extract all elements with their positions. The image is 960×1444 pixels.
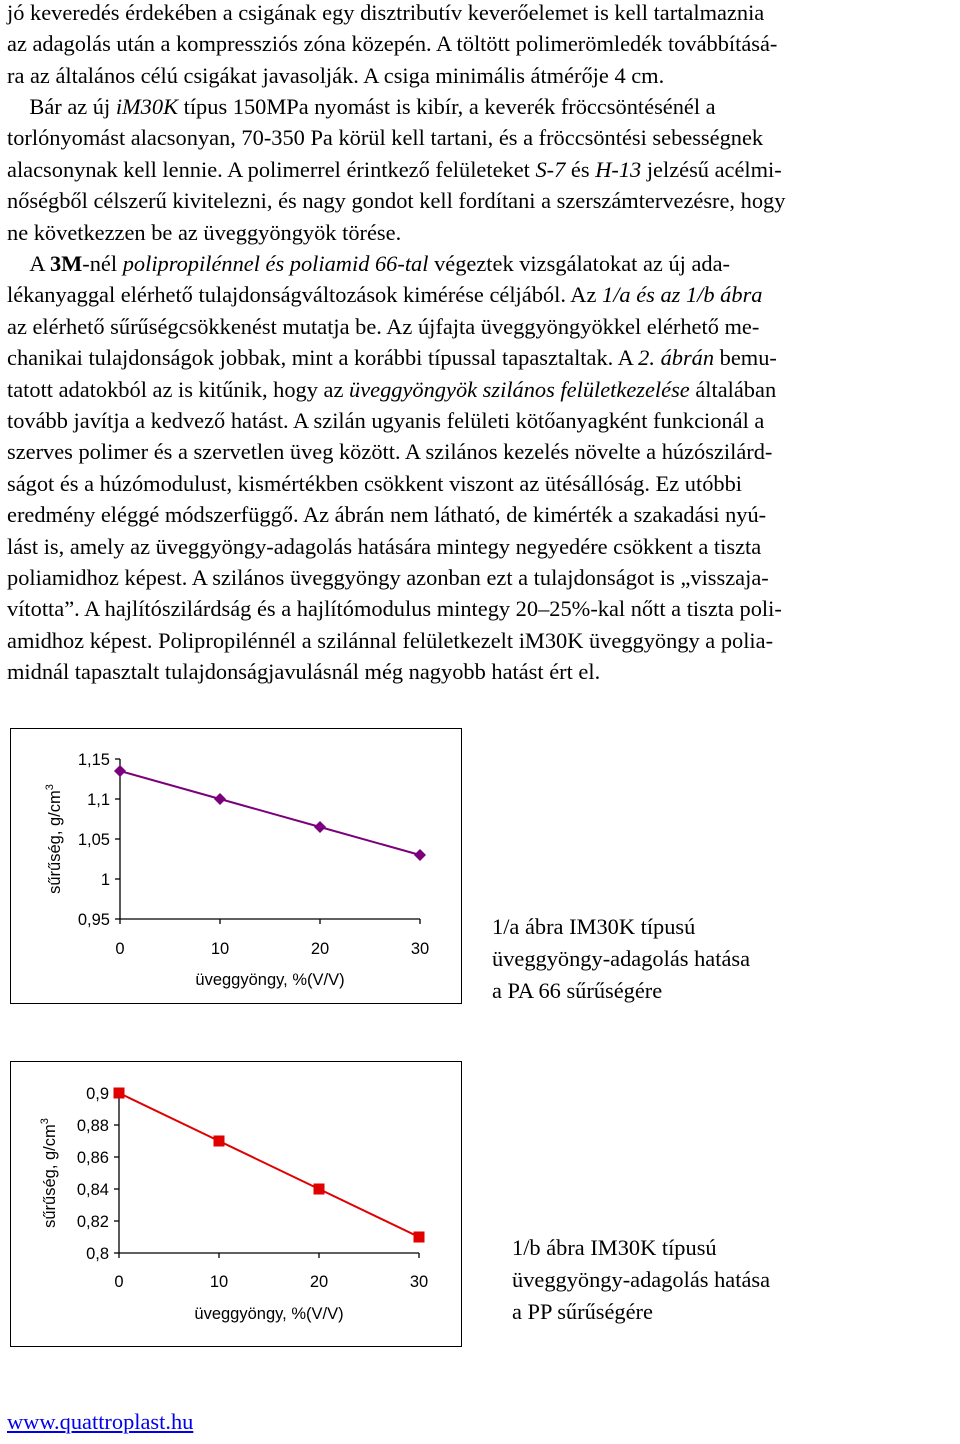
text-run: végeztek vizsgálatokat az új ada- lékanyaggal elérhető tulajdonságváltozások kimérése céljából. Az bbox=[7, 251, 730, 308]
y-axis-title-superscript: 3 bbox=[39, 1118, 51, 1125]
paragraph-1 bbox=[7, 0, 955, 91]
x-axis-title: üveggyöngy, %(V/V) bbox=[194, 1305, 344, 1323]
text-run: Bár az új bbox=[7, 94, 116, 119]
text-run: H-13 bbox=[595, 156, 642, 182]
y-tick-label: 1,15 bbox=[77, 751, 110, 769]
y-axis-title bbox=[44, 784, 64, 894]
y-tick-label: 0,84 bbox=[76, 1181, 109, 1199]
y-axis-title bbox=[39, 1118, 59, 1228]
chart-1b bbox=[10, 1061, 462, 1347]
y-tick-label: 0,86 bbox=[76, 1149, 109, 1167]
y-tick-label: 0,9 bbox=[86, 1085, 109, 1103]
series-line bbox=[119, 1093, 419, 1237]
y-axis-title-superscript: 3 bbox=[44, 784, 56, 791]
x-tick-label: 0 bbox=[114, 1273, 124, 1291]
x-tick-label: 10 bbox=[209, 1273, 229, 1291]
y-tick-label: 0,82 bbox=[76, 1213, 109, 1231]
chart-1a bbox=[10, 728, 462, 1004]
text-run: jó keveredés érdekében a csigának egy disztributív keverőelemet is kell tartalmaznia az adagolás után a kompressziós zóna közepén. A töltött polimerömledék továbbításá- ra az általános célú csigákat javasolják. A csiga minimális átmérője 4 cm. bbox=[7, 0, 778, 88]
text-run: és bbox=[565, 156, 596, 182]
y-tick-label: 0,8 bbox=[86, 1245, 109, 1263]
paragraph-3 bbox=[7, 248, 955, 688]
data-point-marker bbox=[414, 1232, 425, 1243]
text-run: A bbox=[7, 251, 50, 276]
text-run: 2. ábrán bbox=[638, 345, 715, 371]
y-axis-title-text: sűrűség, g/cm bbox=[46, 790, 64, 894]
text-run: bemu- tatott adatokból az is kitűnik, hogy az bbox=[7, 345, 777, 402]
data-point-marker bbox=[314, 1184, 325, 1195]
text-run: 3M bbox=[49, 251, 83, 276]
y-tick-label: 0,88 bbox=[76, 1117, 109, 1135]
data-point-marker bbox=[114, 765, 126, 777]
footer-website-link[interactable]: www.quattroplast.hu bbox=[7, 1409, 194, 1434]
data-point-marker bbox=[214, 793, 226, 805]
chart-1b-plot bbox=[11, 1062, 461, 1346]
text-run: -nél bbox=[82, 251, 123, 276]
y-tick-label: 1,05 bbox=[77, 831, 110, 849]
data-point-marker bbox=[114, 1088, 125, 1099]
text-run: általában tovább javítja a kedvező hatást. A szilán ugyanis felületi kötőanyagként funkcionál a szerves polimer és a szervetlen üveg között. A szilános kezelés növelte a húzószilárd- ságot és a húzómodulust, kismértékben csökkent viszont az ütésállóság. Ez utóbbi eredmény eléggé módszerfüggő. Az ábrán nem látható, de kimérték a szakadási nyú- lást is, amely az üveggyöngy-adagolás hatására mintegy negyedére csökkent a tiszta poliamidhoz képest. A szilános üveggyöngy azonban ezt a tulajdonságot is „visszaja- vította”. A hajlítószilárdság és a hajlítómodulus mintegy 20–25%-kal nőtt a tiszta poli- amidhoz képest. Polipropilénnél a szilánnal felületkezelt iM30K üveggyöngy a polia- midnál tapasztalt tulajdonságjavulásnál még nagyobb hatást ért el. bbox=[7, 376, 782, 685]
x-tick-label: 0 bbox=[115, 940, 125, 958]
x-tick-label: 20 bbox=[310, 940, 330, 958]
text-run: típus 150MPa nyomást is kibír, a keverék fröccsöntésénél a torlónyomást alacsonyan, 70-350 Pa körül kell tartani, és a fröccsöntési sebességnek alacsonynak kell lennie. A polimerrel érintkező felületeket bbox=[7, 94, 764, 182]
text-run: polipropilénnel és poliamid 66-tal bbox=[122, 251, 429, 276]
paragraph-2 bbox=[7, 91, 955, 248]
y-tick-label: 0,95 bbox=[77, 911, 110, 929]
text-run: jelzésű acélmi- nőségből célszerű kivitelezni, és nagy gondot kell fordítani a szerszámtervezésre, hogy ne következzen be az üveggyöngyök törése. bbox=[7, 156, 786, 245]
y-axis-title-text: sűrűség, g/cm bbox=[41, 1124, 59, 1228]
series-line bbox=[120, 771, 420, 855]
x-tick-label: 20 bbox=[309, 1273, 329, 1291]
y-tick-label: 1,1 bbox=[87, 791, 110, 809]
text-run: S-7 bbox=[535, 156, 566, 182]
x-tick-label: 30 bbox=[410, 940, 430, 958]
x-tick-label: 30 bbox=[409, 1273, 429, 1291]
text-run: iM30K bbox=[115, 94, 179, 119]
data-point-marker bbox=[214, 1136, 225, 1147]
text-run: 1/a és az 1/b ábra bbox=[602, 282, 763, 308]
text-run: az elérhető sűrűségcsökkenést mutatja be. Az újfajta üveggyöngyökkel elérhető me- chanikai tulajdonságok jobbak, mint a korábbi típussal tapasztaltak. A bbox=[7, 313, 760, 371]
x-axis-title: üveggyöngy, %(V/V) bbox=[195, 971, 345, 989]
x-tick-label: 10 bbox=[210, 940, 230, 958]
figure-1b-caption: 1/b ábra IM30K típusú üveggyöngy-adagolás hatása a PP sűrűségére bbox=[512, 1235, 771, 1324]
y-tick-label: 1 bbox=[100, 871, 110, 889]
chart-1a-plot bbox=[11, 729, 461, 1003]
data-point-marker bbox=[314, 821, 326, 833]
text-run: üveggyöngyök szilános felületkezelése bbox=[349, 376, 690, 402]
figure-1a-caption: 1/a ábra IM30K típusú üveggyöngy-adagolás hatása a PA 66 sűrűségére bbox=[492, 914, 751, 1003]
data-point-marker bbox=[414, 849, 426, 861]
